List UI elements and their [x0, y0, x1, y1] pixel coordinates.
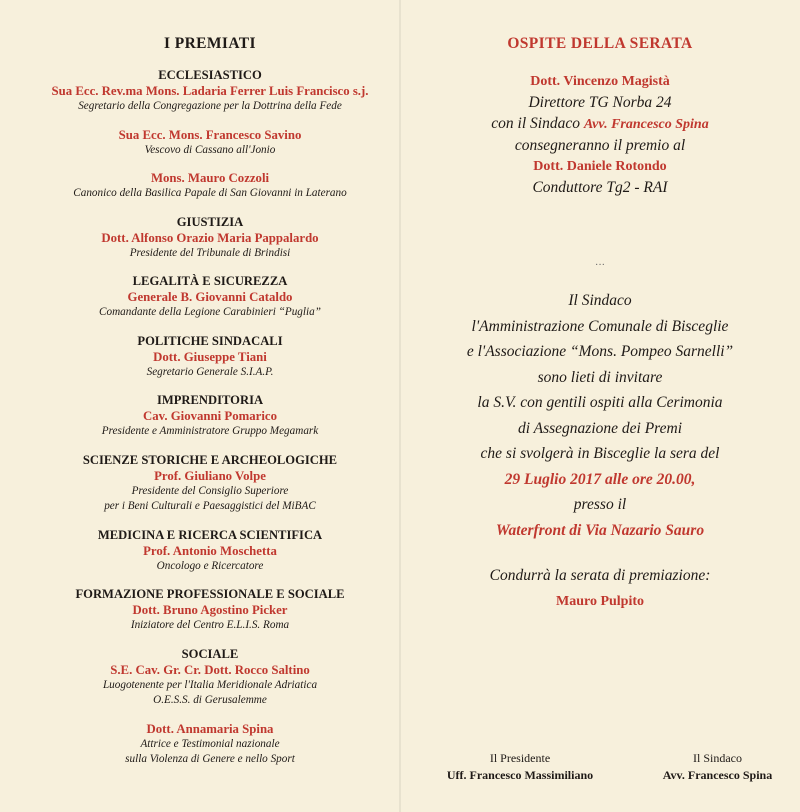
- invitation-line: sono lieti di invitare: [537, 368, 663, 386]
- awardee-role: Presidente del Consiglio Superiore: [131, 484, 289, 497]
- recipient-name: Dott. Daniele Rotondo: [533, 159, 667, 174]
- president-title: Il Presidente: [489, 751, 551, 765]
- awardee-role: Comandante della Legione Carabinieri “Puglia”: [99, 306, 321, 318]
- with-mayor-line: [420, 113, 780, 135]
- award-entry: [30, 527, 390, 575]
- award-category: GIUSTIZIA: [176, 214, 244, 229]
- awardee-role: Presidente del Tribunale di Brindisi: [129, 246, 291, 259]
- awardee-name: Mons. Mauro Cozzoli: [150, 171, 270, 185]
- awardees-panel: [30, 31, 390, 768]
- award-category: IMPRENDITORIA: [156, 393, 264, 407]
- awardee-role: Luogotenente per l'Italia Meridionale Adriatica: [102, 678, 318, 691]
- awardee-name: Dott. Alfonso Orazio Maria Pappalardo: [101, 230, 319, 245]
- award-entry: [30, 127, 390, 159]
- event-venue: Waterfront di Via Nazario Sauro: [495, 521, 705, 539]
- award-entry: [30, 646, 390, 709]
- awardee-name: Dott. Bruno Agostino Picker: [132, 603, 288, 617]
- signatures: [420, 750, 800, 790]
- host-name: Mauro Pulpito: [555, 594, 645, 609]
- award-category: MEDICINA E RICERCA SCIENTIFICA: [97, 527, 323, 542]
- event-date-time: 29 Luglio 2017 alle ore 20.00,: [504, 470, 696, 488]
- award-category: LEGALITÀ E SICUREZZA: [132, 274, 288, 288]
- invitation-panel: [420, 31, 780, 612]
- awardee-role: Iniziatore del Centro E.L.I.S. Roma: [130, 619, 290, 631]
- mayor-signature: [635, 750, 800, 784]
- recipient-role: Conduttore Tg2 - RAI: [532, 179, 668, 196]
- center-fold: [399, 0, 401, 812]
- invitation-line: la S.V. con gentili ospiti alla Cerimonia: [477, 394, 723, 411]
- guest-role: Direttore TG Norba 24: [528, 94, 672, 111]
- award-entry: [30, 333, 390, 381]
- award-category: POLITICHE SINDACALI: [137, 333, 283, 348]
- award-entry: [30, 452, 390, 515]
- award-entry: [30, 170, 390, 202]
- president-name: Uff. Francesco Massimiliano: [446, 768, 594, 782]
- awardee-role: Oncologo e Ricercatore: [156, 559, 264, 572]
- award-entry: [30, 214, 390, 262]
- with-mayor-prefix: con il Sindaco: [491, 115, 580, 132]
- guest-name: Dott. Vincenzo Magistà: [530, 74, 670, 89]
- guest-heading: OSPITE DELLA SERATA: [507, 35, 693, 52]
- awardee-role-line2: per i Beni Culturali e Paesaggistici del MiBAC: [104, 500, 316, 512]
- invitation-line: e l'Associazione “Mons. Pompeo Sarnelli”: [466, 343, 734, 360]
- awardee-role: Attrice e Testimonial nazionale: [140, 737, 280, 750]
- awardee-role: Segretario della Congregazione per la Dottrina della Fede: [78, 100, 342, 112]
- awardee-name: Dott. Annamaria Spina: [146, 721, 274, 736]
- award-entry: [30, 392, 390, 440]
- deliver-text: consegneranno il premio al: [514, 137, 686, 154]
- separator-dots: ···: [595, 260, 605, 271]
- invitation-line: di Assegnazione dei Premi: [517, 419, 683, 437]
- invitation-line: Il Sindaco: [568, 292, 632, 309]
- awardee-role-line2: O.E.S.S. di Gerusalemme: [153, 694, 267, 706]
- award-entry: [30, 721, 390, 768]
- award-category: ECCLESIASTICO: [158, 68, 262, 82]
- invitation-line: che si svolgerà in Bisceglie la sera del: [480, 445, 720, 462]
- awardee-role: Presidente e Amministratore Gruppo Megamark: [101, 425, 319, 437]
- awardee-name: Cav. Giovanni Pomarico: [142, 409, 277, 423]
- presso-text: presso il: [573, 496, 627, 513]
- invitation-line: l'Amministrazione Comunale di Bisceglie: [471, 317, 729, 335]
- mayor-title: Il Sindaco: [693, 751, 742, 765]
- awardee-role: Segretario Generale S.I.A.P.: [146, 365, 274, 378]
- awardee-name: Prof. Giuliano Volpe: [154, 468, 266, 483]
- awardee-name: Sua Ecc. Mons. Francesco Savino: [118, 127, 302, 142]
- award-entry: [30, 586, 390, 634]
- awardee-name: Generale B. Giovanni Cataldo: [127, 290, 293, 304]
- awardee-name: Prof. Antonio Moschetta: [143, 543, 277, 558]
- award-category: SOCIALE: [181, 646, 239, 661]
- awardee-role-line2: sulla Violenza di Genere e nello Sport: [125, 753, 295, 765]
- awardee-name: S.E. Cav. Gr. Cr. Dott. Rocco Saltino: [110, 662, 310, 677]
- awardees-heading: I PREMIATI: [164, 35, 256, 52]
- awardee-role: Vescovo di Cassano all'Jonio: [144, 143, 276, 156]
- with-mayor-name: Avv. Francesco Spina: [583, 117, 709, 132]
- host-label: Condurrà la serata di premiazione:: [489, 567, 711, 584]
- awardee-name: Sua Ecc. Rev.ma Mons. Ladaria Ferrer Luis Francisco s.j.: [51, 84, 369, 98]
- award-category: SCIENZE STORICHE E ARCHEOLOGICHE: [82, 452, 338, 467]
- mayor-name: Avv. Francesco Spina: [662, 768, 773, 782]
- award-entry: [30, 67, 390, 115]
- awardee-role: Canonico della Basilica Papale di San Giovanni in Laterano: [73, 187, 347, 199]
- award-category: FORMAZIONE PROFESSIONALE E SOCIALE: [75, 587, 345, 601]
- award-entry: [30, 273, 390, 321]
- president-signature: [420, 750, 620, 784]
- awardee-name: Dott. Giuseppe Tiani: [153, 349, 267, 364]
